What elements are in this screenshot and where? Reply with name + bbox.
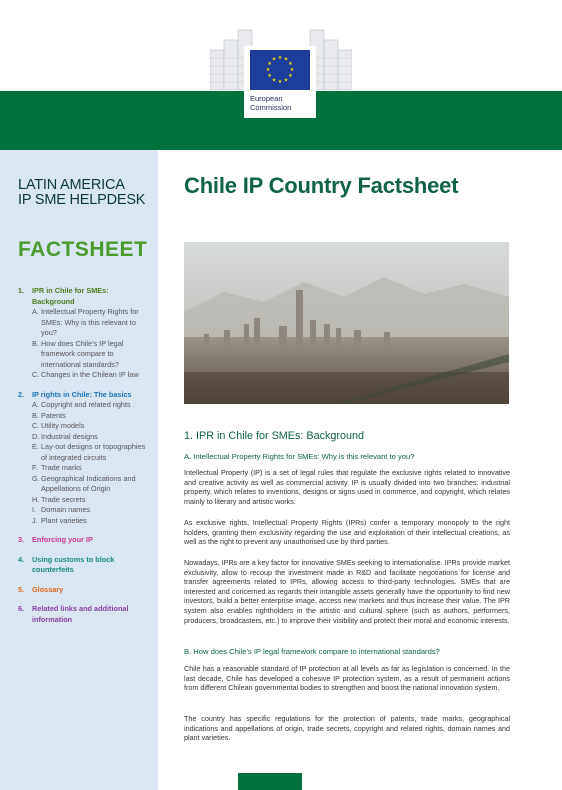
svg-text:★: ★ bbox=[277, 55, 283, 61]
toc-title: Glossary bbox=[32, 584, 64, 594]
svg-text:★: ★ bbox=[277, 79, 283, 85]
toc-item-text: Trade marks bbox=[41, 463, 82, 472]
toc-item-text: Intellectual Property Rights for SMEs: Why is this relevant to you? bbox=[41, 307, 139, 337]
toc-item[interactable] bbox=[18, 516, 148, 527]
toc-item-number: J. bbox=[32, 515, 38, 525]
toc-item[interactable] bbox=[18, 411, 148, 422]
logo-plate bbox=[244, 46, 316, 118]
toc-item-number: A. bbox=[32, 307, 39, 316]
toc-item-number: B. bbox=[32, 338, 39, 348]
paragraph-b2: The country has specific regulations for the protection of patents, trade marks, geographical indications and appellations of origin, trade secrets, copyright and related rights, domain names and plant varieties. bbox=[184, 714, 510, 743]
footer-tab bbox=[238, 773, 302, 790]
toc-item-text: Copyright and related rights bbox=[41, 400, 131, 409]
toc-number: 1. bbox=[18, 286, 25, 295]
toc-item-number: G. bbox=[32, 473, 40, 483]
toc-number: 2. bbox=[18, 389, 25, 399]
logo-line-1: European bbox=[250, 94, 283, 103]
toc-item-number: C. bbox=[32, 370, 40, 379]
european-commission-logo bbox=[210, 0, 352, 118]
toc-item[interactable] bbox=[18, 370, 148, 381]
helpdesk-brand bbox=[18, 178, 145, 208]
toc-item-number: D. bbox=[32, 431, 40, 441]
toc-section-5[interactable] bbox=[18, 585, 148, 596]
toc-title: Related links and additional information bbox=[32, 604, 129, 624]
toc-item-text: Utility models bbox=[41, 421, 85, 430]
brand-line-2: IP SME HELPDESK bbox=[18, 192, 146, 208]
toc-item[interactable] bbox=[18, 339, 148, 371]
svg-text:★: ★ bbox=[288, 73, 293, 79]
svg-text:★: ★ bbox=[265, 67, 271, 73]
toc-item-text: How does Chile's IP legal framework compare to international standards? bbox=[41, 338, 124, 369]
toc-item[interactable] bbox=[18, 442, 148, 463]
toc-item[interactable] bbox=[18, 421, 148, 432]
svg-text:★: ★ bbox=[283, 56, 289, 63]
eu-flag-icon bbox=[250, 50, 310, 90]
subsection-heading-a: A. Intellectual Property Rights for SMEs: Why is this relevant to you? bbox=[184, 452, 415, 461]
toc-item-number: A. bbox=[32, 400, 39, 409]
subsection-heading-b: B. How does Chile's IP legal framework compare to international standards? bbox=[184, 647, 440, 656]
paragraph-a1: Intellectual Property (IP) is a set of legal rules that regulate the exclusive rights related to innovative and creative activity as well as commercial activity. IP is usually divided into two branches: industrial property, which relates to inventions, designs or signs used in commerce, and copyright, which relates mainly to literary and artistic works. bbox=[184, 468, 510, 506]
paragraph-a2: As exclusive rights, Intellectual Property Rights (IPRs) confer a temporary monopoly to the right holders, granting them exclusivity regarding the use and exploitation of their intellectual creations, as well as the right to prevent any unauthorised use by third parties. bbox=[184, 518, 510, 547]
svg-text:★: ★ bbox=[283, 77, 289, 84]
toc-item-number: I. bbox=[32, 505, 37, 514]
toc-item-number: H. bbox=[32, 494, 40, 504]
page-title: Chile IP Country Factsheet bbox=[184, 173, 459, 198]
toc-number: 6. bbox=[18, 604, 25, 613]
toc-section-3[interactable] bbox=[18, 535, 148, 546]
toc-item-text: Plant varieties bbox=[41, 515, 87, 525]
toc-item[interactable] bbox=[18, 505, 148, 516]
toc-item-text: Trade secrets bbox=[41, 494, 86, 504]
santiago-skyline-photo bbox=[184, 242, 509, 404]
toc-item-text: Domain names bbox=[41, 505, 91, 514]
table-of-contents bbox=[18, 286, 148, 625]
toc-item[interactable] bbox=[18, 432, 148, 443]
svg-text:★: ★ bbox=[267, 73, 272, 79]
toc-item-text: Industrial designs bbox=[41, 431, 98, 441]
toc-number: 3. bbox=[18, 535, 25, 544]
toc-item-number: F. bbox=[32, 463, 38, 472]
paragraph-b1: Chile has a reasonable standard of IP protection at all levels as far as legislation is concerned. In the last decade, Chile has developed a cohesive IP protection system, as a result of permanent actions from different Chilean governmental bodies to strengthen and boost the national innovation system. bbox=[184, 664, 510, 693]
toc-section-6[interactable] bbox=[18, 604, 148, 625]
factsheet-label: FACTSHEET bbox=[18, 238, 148, 261]
brand-line-1: LATIN AMERICA bbox=[18, 177, 125, 193]
toc-item-text: Geographical Indications and Appellations of Origin bbox=[41, 473, 136, 493]
toc-item[interactable] bbox=[18, 474, 148, 495]
section-heading-1: 1. IPR in Chile for SMEs: Background bbox=[184, 430, 365, 442]
toc-title: Using customs to block counterfeits bbox=[32, 554, 115, 574]
toc-section-4[interactable] bbox=[18, 555, 148, 576]
svg-text:★: ★ bbox=[289, 67, 295, 73]
toc-item[interactable] bbox=[18, 495, 148, 506]
toc-item-text: Patents bbox=[41, 410, 66, 420]
toc-item-text: Changes in the Chilean IP law bbox=[41, 370, 139, 379]
paragraph-a3: Nowadays, IPRs are a key factor for innovative SMEs seeking to internationalise. IPRs provide market exclusivity, allow to recoup the investment made in R&D and facilitate negotiations for license and transfer agreements related to IPRs, allowing access to third-party technologies. SMEs that are interested and concerned as regards their intangible assets generally have the opportunity to find new investors, build a better enterprise image, access new markets and thus increase their value. The IPR system also enables rightholders in the artistic and cultural sphere (such as authors, performers, producers, broadcasters, etc.) to improve their visibility and protect their moral and economic interests. bbox=[184, 558, 510, 625]
svg-text:★: ★ bbox=[267, 61, 272, 67]
toc-item[interactable] bbox=[18, 463, 148, 474]
toc-item[interactable] bbox=[18, 400, 148, 411]
toc-item-number: C. bbox=[32, 421, 40, 430]
logo-line-2: Commission bbox=[250, 103, 292, 112]
svg-text:★: ★ bbox=[288, 61, 293, 67]
toc-item-number: B. bbox=[32, 410, 39, 420]
toc-title: Enforcing your IP bbox=[32, 535, 93, 544]
toc-section-1[interactable] bbox=[18, 286, 148, 307]
toc-item-text: Lay-out designs or topographies of integrated circuits bbox=[41, 442, 146, 462]
svg-text:★: ★ bbox=[271, 77, 277, 84]
toc-title: IPR in Chile for SMEs: Background bbox=[32, 286, 109, 306]
svg-text:★: ★ bbox=[271, 56, 277, 63]
toc-item[interactable] bbox=[18, 307, 148, 339]
toc-section-2[interactable] bbox=[18, 390, 148, 401]
ec-logo-text bbox=[250, 94, 291, 112]
toc-number: 4. bbox=[18, 554, 25, 564]
toc-title: IP rights in Chile: The basics bbox=[32, 389, 132, 399]
toc-number: 5. bbox=[18, 584, 25, 594]
toc-item-number: E. bbox=[32, 442, 39, 451]
